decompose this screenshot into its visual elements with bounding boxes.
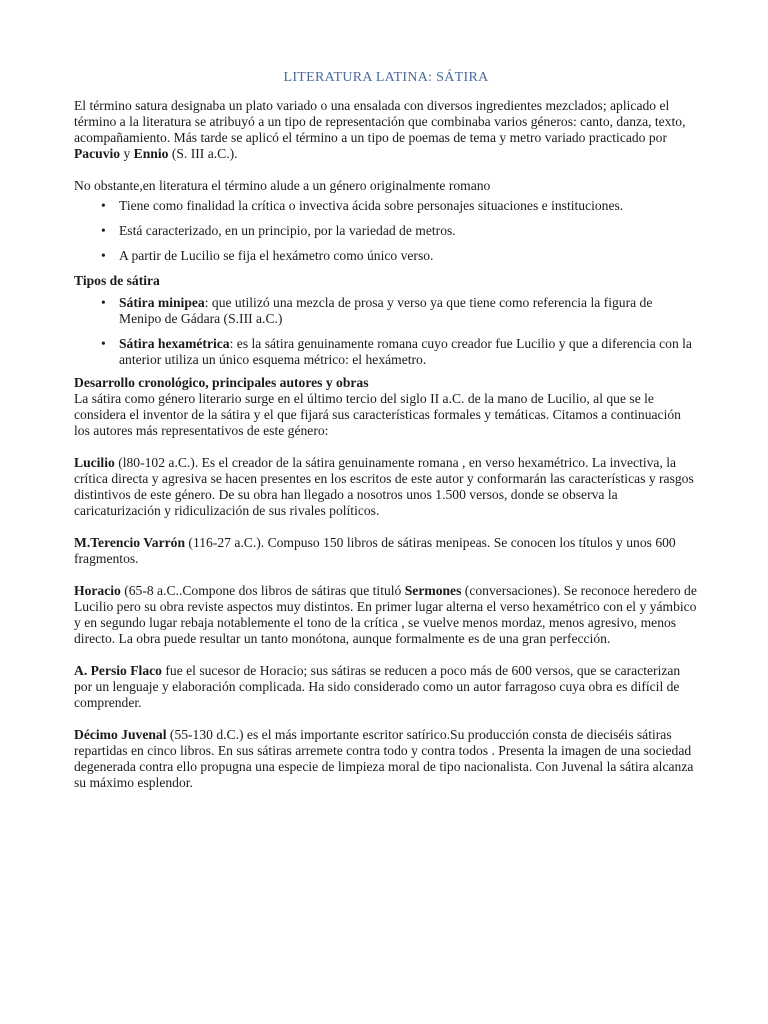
author-text: (116-27 a.C.). Compuso 150 libros de sátiras menipeas. Se conocen los títulos y unos 600 fragmentos. [74,535,676,566]
lucilio-paragraph [74,455,698,519]
tipos-bullet-list [74,295,698,368]
work-title: Sermones [404,583,462,598]
author-text: (l80-102 a.C.). Es el creador de la sátira genuinamente romana , en verso hexamétrico. La invectiva, la crítica directa y agresiva se hacen presentes en los escritos de este autor y conformarán las características y rasgos distintivos de este género. De su obra han llegado a nosotros unos 1.500 versos, donde se observa la caricaturización y ridiculización de sus rivales políticos. [74,455,694,518]
author-text: (55-130 d.C.) es el más importante escritor satírico.Su producción consta de dieciséis sátiras repartidas en cinco libros. En sus sátiras arremete contra todo y contra todos . Presenta la imagen de una sociedad degenerada contra ello propugna una especie de limpieza moral de tipo nacionalista. Con Juvenal la sátira alcanza su máximo esplendor. [74,727,694,790]
intro-text-b: (S. III a.C.). [168,146,238,161]
intro-conjunction: y [120,146,134,161]
origin-bullet-list [74,198,698,264]
horacio-paragraph [74,583,698,647]
author-name: Horacio [74,583,121,598]
author-pacuvio: Pacuvio [74,146,121,161]
persio-paragraph [74,663,698,711]
author-name: Lucilio [74,455,115,470]
author-ennio: Ennio [133,146,169,161]
author-name: M.Terencio Varrón [74,535,186,550]
tipo-menipea [119,295,698,327]
author-name: A. Persio Flaco [74,663,162,678]
tipo-description: : que utilizó una mezcla de prosa y verso ya que tiene como referencia la figura de Menipo de Gádara (S.III a.C.) [119,295,653,326]
intro-text-a: El término satura designaba un plato variado o una ensalada con diversos ingredientes mezclados; aplicado el término a la literatura se atribuyó a un tipo de representación que combinaba varios géneros: canto, danza, texto, acompañamiento. Más tarde se aplicó el término a un tipo de poemas de tema y metro variado practicado por [74,98,686,145]
author-text: (conversaciones). Se reconoce heredero de Lucilio pero su obra reviste aspectos muy distintos. En primer lugar alterna el verso hexamétrico con el y yámbico y en segundo lugar rebaja notablemente el tono de la crítica , se vuelve menos mordaz, menos agresivo, menos directo. La obra puede resultar un tanto monótona, aunque formalmente es de una gran perfección. [74,583,697,646]
desarrollo-paragraph: La sátira como género literario surge en el último tercio del siglo II a.C. de la mano de Lucilio, al que se le considera el inventor de la sátira y el que fijará sus características formales y temáticas. Citamos a continuación los autores más representativos de este género: [74,391,681,438]
origin-bullet: • Está caracterizado, en un principio, por la variedad de metros. [119,223,698,239]
origin-bullet: • Tiene como finalidad la crítica o invectiva ácida sobre personajes situaciones e instituciones. [119,198,698,214]
document-page [74,70,698,791]
tipo-term: Sátira hexamétrica [119,336,230,351]
tipo-hexametrica [119,336,698,368]
tipo-description: : es la sátira genuinamente romana cuyo creador fue Lucilio y que a diferencia con la anterior utiliza un único esquema métrico: el hexámetro. [119,336,692,367]
intro-paragraph [74,98,698,162]
juvenal-paragraph [74,727,698,791]
tipos-heading: Tipos de sátira [74,273,160,288]
document-title: LITERATURA LATINA: SÁTIRA [283,70,489,85]
origin-line: No obstante,en literatura el término alude a un género originalmente romano [74,178,491,193]
desarrollo-heading: Desarrollo cronológico, principales autores y obras [74,375,369,390]
tipo-term: Sátira minipea [119,295,205,310]
origin-bullet: • A partir de Lucilio se fija el hexámetro como único verso. [119,248,698,264]
author-name: Décimo Juvenal [74,727,167,742]
varron-paragraph [74,535,698,567]
author-text: (65-8 a.C..Compone dos libros de sátiras que tituló [120,583,405,598]
author-text: fue el sucesor de Horacio; sus sátiras se reducen a poco más de 600 versos, que se caracterizan por un lenguaje y elaboración complicada. Ha sido considerado como un autor farragoso cuya obra es difícil de comprender. [74,663,681,710]
